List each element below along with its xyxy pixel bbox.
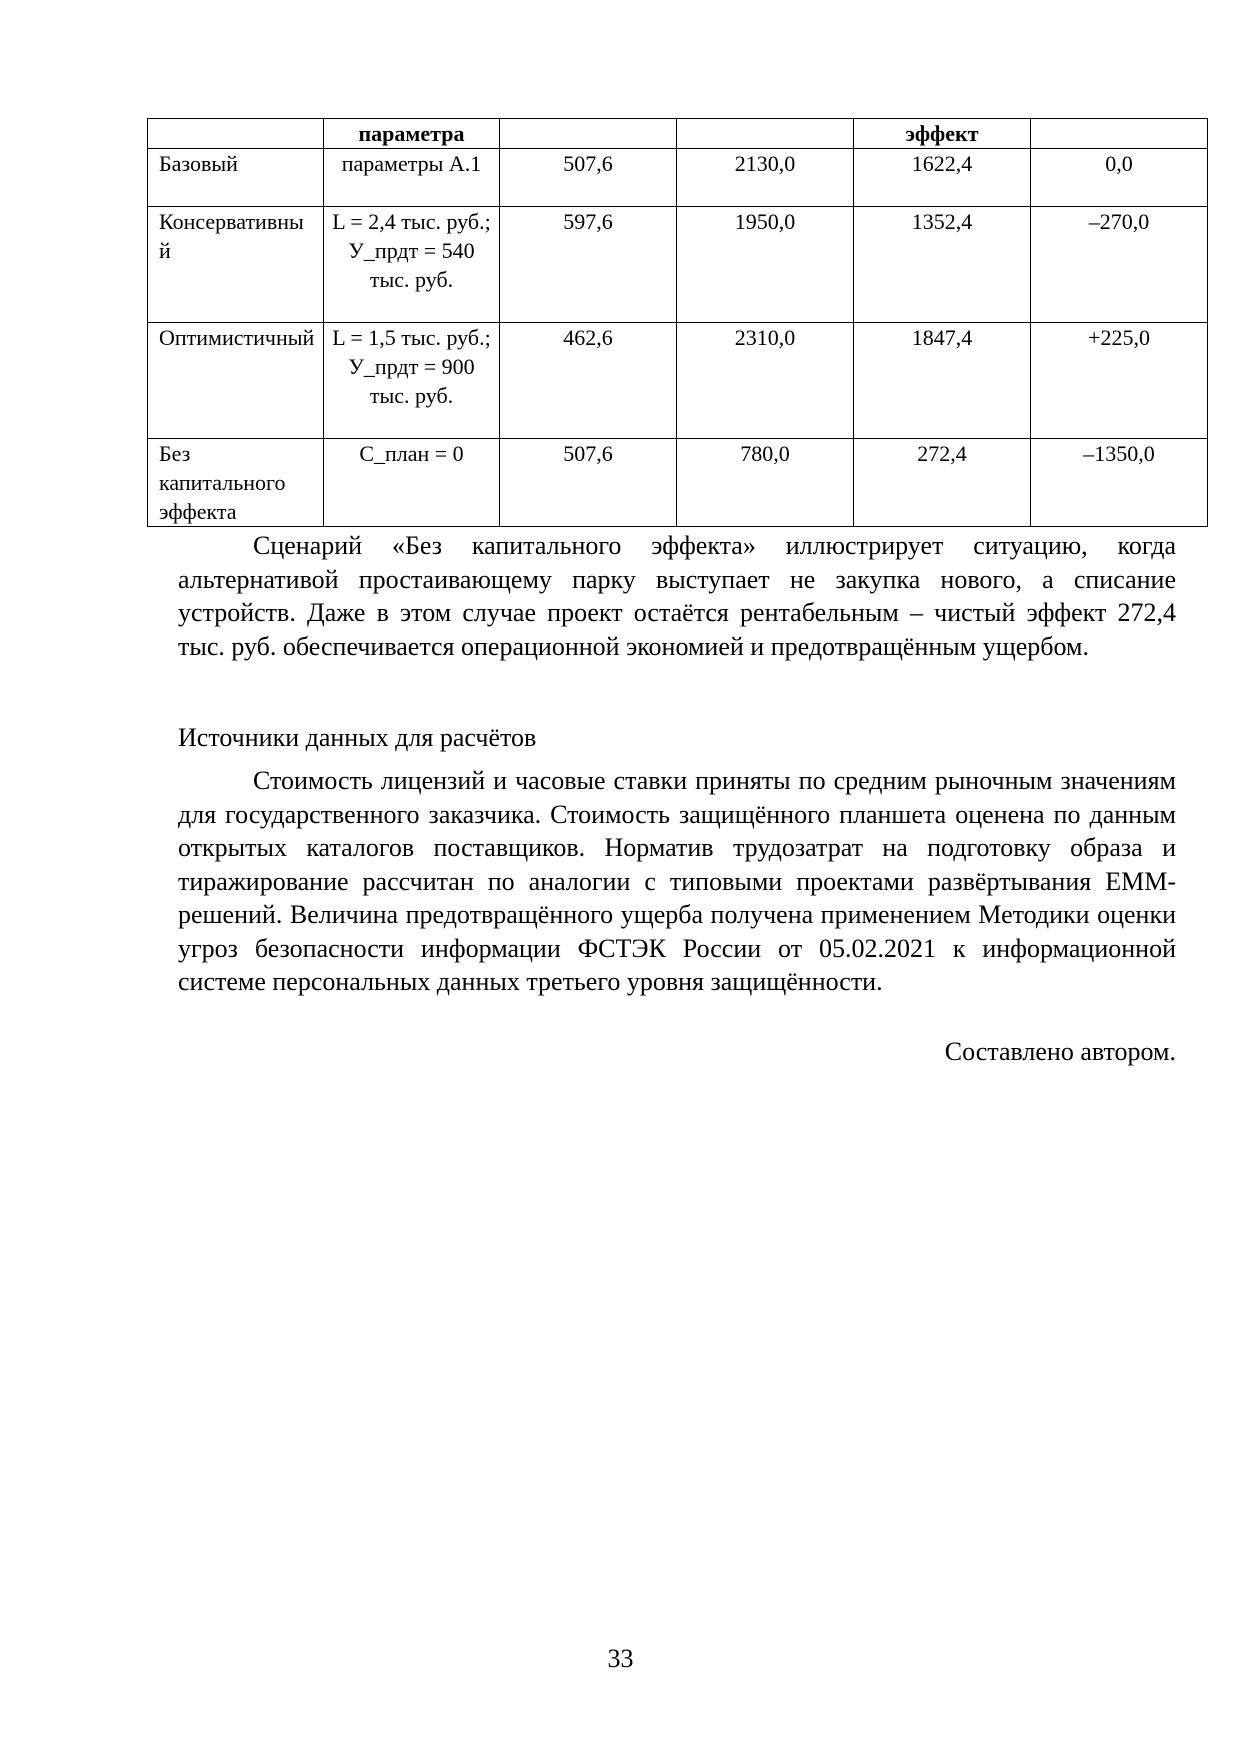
parameters-cell: С_план = 0 [324, 439, 500, 527]
table-row [148, 323, 1208, 439]
parameters-cell: L = 1,5 тыс. руб.; У_прдт = 900 тыс. руб. [324, 323, 500, 439]
source-note: Составлено автором. [944, 1037, 1176, 1066]
delta-cell: 0,0 [1031, 149, 1208, 207]
scenario-name-cell: Без капитального эффекта [148, 439, 324, 527]
page-number: 33 [607, 1644, 634, 1673]
effect-cell: 1622,4 [854, 149, 1031, 207]
value-cell: 597,6 [500, 207, 677, 323]
delta-cell: +225,0 [1031, 323, 1208, 439]
header-cell: параметра [324, 119, 500, 149]
delta-cell: –1350,0 [1031, 439, 1208, 527]
scenario-name-cell: Оптимистичный [148, 323, 324, 439]
value-cell: 507,6 [500, 439, 677, 527]
header-cell: эффект [854, 119, 1031, 149]
table-row [148, 149, 1208, 207]
scenario-name-cell: Консервативный [148, 207, 324, 323]
parameters-cell: параметры А.1 [324, 149, 500, 207]
effect-cell: 1847,4 [854, 323, 1031, 439]
value-cell: 462,6 [500, 323, 677, 439]
scenario-name-cell: Базовый [148, 149, 324, 207]
table-row [148, 207, 1208, 323]
header-cell [1031, 119, 1208, 149]
delta-cell: –270,0 [1031, 207, 1208, 323]
header-cell [500, 119, 677, 149]
table-row [148, 439, 1208, 527]
effect-cell: 272,4 [854, 439, 1031, 527]
value-cell: 1950,0 [677, 207, 854, 323]
body-paragraph: Сценарий «Без капитального эффекта» иллюстрирует ситуацию, когда альтернативой простаивающему парку выступает не закупка нового, а списание устройств. Даже в этом случае проект остаётся рентабельным – чистый эффект 272,4 тыс. руб. обеспечивается операционной экономией и предотвращённым ущербом. [178, 531, 1176, 661]
parameters-cell: L = 2,4 тыс. руб.; У_прдт = 540 тыс. руб. [324, 207, 500, 323]
effect-cell: 1352,4 [854, 207, 1031, 323]
header-cell [677, 119, 854, 149]
table-header-row [148, 119, 1208, 149]
value-cell: 507,6 [500, 149, 677, 207]
value-cell: 780,0 [677, 439, 854, 527]
section-subheading: Источники данных для расчётов [178, 723, 537, 752]
value-cell: 2130,0 [677, 149, 854, 207]
value-cell: 2310,0 [677, 323, 854, 439]
scenario-table [147, 118, 1208, 527]
header-cell [148, 119, 324, 149]
body-paragraph: Стоимость лицензий и часовые ставки приняты по средним рыночным значениям для государственного заказчика. Стоимость защищённого планшета оценена по данным открытых каталогов поставщиков. Норматив трудозатрат на подготовку образа и тиражирование рассчитан по аналогии с типовыми проектами развёртывания EMM-решений. Величина предотвращённого ущерба получена применением Методики оценки угроз безопасности информации ФСТЭК России от 05.02.2021 к информационной системе персональных данных третьего уровня защищённости. [178, 766, 1176, 996]
